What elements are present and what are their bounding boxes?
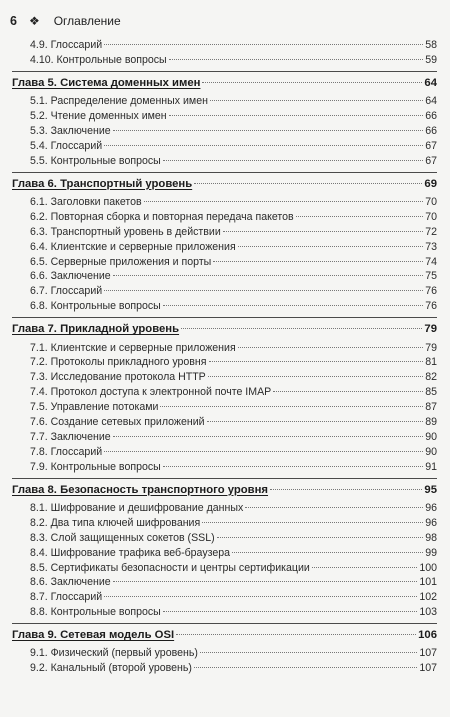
page-reference: 73: [425, 240, 437, 253]
toc-section-entry: [12, 385, 437, 400]
section-title: 6.1. Заголовки пакетов: [30, 196, 142, 209]
page-reference: 64: [424, 76, 437, 89]
section-title: 4.10. Контрольные вопросы: [30, 53, 167, 66]
page-reference: 76: [425, 300, 437, 313]
toc-section-entry: [12, 269, 437, 284]
page-reference: 70: [425, 210, 437, 223]
page-reference: 67: [425, 154, 437, 167]
page-reference: 79: [425, 341, 437, 354]
ornament-icon: ❖: [28, 14, 40, 28]
dot-leader: [160, 406, 423, 407]
page-header: [10, 14, 121, 28]
page-reference: 95: [424, 483, 437, 496]
dot-leader: [217, 537, 424, 538]
toc-section-entry: [12, 460, 437, 475]
toc-section-entry: [12, 355, 437, 370]
page-reference: 59: [425, 53, 437, 66]
toc-section-entry: [12, 370, 437, 385]
dot-leader: [296, 216, 424, 217]
page-reference: 98: [425, 531, 437, 544]
page-reference: 67: [425, 139, 437, 152]
dot-leader: [200, 652, 417, 653]
dot-leader: [163, 160, 423, 161]
toc-section-entry: [12, 415, 437, 430]
chapter-title: Глава 9. Сетевая модель OSI: [12, 629, 175, 642]
dot-leader: [232, 552, 423, 553]
toc-section-entry: [12, 139, 437, 154]
section-title: 9.2. Канальный (второй уровень): [30, 662, 192, 675]
dot-leader: [273, 391, 423, 392]
toc-chapter-entry: [12, 71, 437, 94]
page-reference: 66: [425, 110, 437, 123]
toc-section-entry: [12, 646, 437, 661]
dot-leader: [238, 347, 424, 348]
toc-chapter-entry: [12, 623, 437, 646]
section-title: 7.3. Исследование протокола HTTP: [30, 371, 206, 384]
toc-section-entry: [12, 53, 437, 68]
section-title: 6.3. Транспортный уровень в действии: [30, 225, 221, 238]
page-reference: 81: [425, 356, 437, 369]
page-reference: 89: [425, 415, 437, 428]
toc-chapter-entry: [12, 478, 437, 501]
page-reference: 100: [419, 561, 437, 574]
toc-section-entry: [12, 590, 437, 605]
page-reference: 58: [425, 39, 437, 51]
section-title: 8.8. Контрольные вопросы: [30, 606, 161, 619]
section-title: 8.7. Глоссарий: [30, 591, 103, 604]
dot-leader: [209, 361, 424, 362]
dot-leader: [245, 507, 423, 508]
chapter-title: Глава 7. Прикладной уровень: [12, 323, 180, 336]
section-title: 7.9. Контрольные вопросы: [30, 460, 161, 473]
section-title: 8.6. Заключение: [30, 576, 111, 589]
section-title: 7.5. Управление потоками: [30, 401, 159, 414]
dot-leader: [169, 59, 424, 60]
chapter-title: Глава 5. Система доменных имен: [12, 76, 201, 89]
toc-section-entry: [12, 661, 437, 676]
dot-leader: [163, 466, 423, 467]
section-title: 8.3. Слой защищенных сокетов (SSL): [30, 531, 215, 544]
dot-leader: [104, 596, 417, 597]
section-title: 8.5. Сертификаты безопасности и центры сертификации: [30, 561, 310, 574]
toc-section-entry: [12, 210, 437, 225]
toc-section-entry: [12, 516, 437, 531]
dot-leader: [104, 451, 423, 452]
dot-leader: [104, 145, 423, 146]
page-reference: 64: [425, 95, 437, 108]
toc-section-entry: [12, 124, 437, 139]
page-reference: 90: [425, 445, 437, 458]
toc-chapter-entry: [12, 172, 437, 195]
dot-leader: [238, 246, 424, 247]
toc-section-entry: [12, 561, 437, 576]
page-reference: 66: [425, 124, 437, 137]
section-title: 5.1. Распределение доменных имен: [30, 95, 208, 108]
dot-leader: [202, 522, 423, 523]
section-title: 6.5. Серверные приложения и порты: [30, 255, 212, 268]
section-title: 9.1. Физический (первый уровень): [30, 647, 198, 660]
toc-section-entry: [12, 195, 437, 210]
toc-section-entry: [12, 240, 437, 255]
dot-leader: [202, 82, 422, 83]
toc-section-entry: [12, 605, 437, 620]
section-title: 7.6. Создание сетевых приложений: [30, 415, 205, 428]
section-title: 5.4. Глоссарий: [30, 139, 103, 152]
section-title: 7.1. Клиентские и серверные приложения: [30, 341, 236, 354]
section-title: 4.9. Глоссарий: [30, 39, 103, 51]
page-reference: 99: [425, 546, 437, 559]
page-reference: 87: [425, 401, 437, 414]
dot-leader: [210, 100, 423, 101]
page-reference: 96: [425, 501, 437, 514]
dot-leader: [163, 305, 423, 306]
section-title: 6.7. Глоссарий: [30, 285, 103, 298]
page-reference: 107: [419, 647, 437, 660]
page-reference: 72: [425, 225, 437, 238]
dot-leader: [194, 183, 422, 184]
toc-section-entry: [12, 38, 437, 53]
section-title: 6.8. Контрольные вопросы: [30, 300, 161, 313]
section-title: 7.2. Протоколы прикладного уровня: [30, 356, 207, 369]
table-of-contents: [12, 38, 437, 676]
dot-leader: [176, 634, 416, 635]
toc-section-entry: [12, 430, 437, 445]
dot-leader: [207, 421, 424, 422]
page-reference: 82: [425, 371, 437, 384]
dot-leader: [113, 275, 424, 276]
page-reference: 74: [425, 255, 437, 268]
page-reference: 75: [425, 270, 437, 283]
section-title: 5.5. Контрольные вопросы: [30, 154, 161, 167]
dot-leader: [208, 376, 423, 377]
toc-section-entry: [12, 501, 437, 516]
dot-leader: [270, 489, 422, 490]
page-reference: 69: [424, 177, 437, 190]
page-reference: 101: [419, 576, 437, 589]
page-reference: 107: [419, 662, 437, 675]
dot-leader: [312, 567, 417, 568]
page-reference: 76: [425, 285, 437, 298]
dot-leader: [181, 328, 422, 329]
section-title: 7.8. Глоссарий: [30, 445, 103, 458]
toc-section-entry: [12, 445, 437, 460]
section-title: 7.4. Протокол доступа к электронной почте IMAP: [30, 386, 272, 399]
dot-leader: [144, 201, 424, 202]
page-reference: 96: [425, 516, 437, 529]
chapter-title: Глава 8. Безопасность транспортного уровня: [12, 483, 269, 496]
toc-section-entry: [12, 400, 437, 415]
section-title: 8.1. Шифрование и дешифрование данных: [30, 501, 244, 514]
section-title: 6.2. Повторная сборка и повторная передача пакетов: [30, 210, 294, 223]
dot-leader: [104, 44, 423, 45]
dot-leader: [169, 115, 424, 116]
dot-leader: [113, 436, 424, 437]
toc-section-entry: [12, 531, 437, 546]
section-title: 6.4. Клиентские и серверные приложения: [30, 240, 236, 253]
chapter-title: Глава 6. Транспортный уровень: [12, 177, 193, 190]
dot-leader: [104, 290, 423, 291]
toc-chapter-entry: [12, 317, 437, 340]
toc-section-entry: [12, 154, 437, 169]
toc-section-entry: [12, 575, 437, 590]
section-title: 5.3. Заключение: [30, 124, 111, 137]
toc-section-entry: [12, 341, 437, 356]
toc-section-entry: [12, 109, 437, 124]
page-reference: 102: [419, 591, 437, 604]
section-title: 8.4. Шифрование трафика веб-браузера: [30, 546, 231, 559]
toc-section-entry: [12, 225, 437, 240]
page-reference: 79: [424, 323, 437, 336]
page-reference: 103: [419, 606, 437, 619]
toc-section-entry: [12, 255, 437, 270]
toc-section-entry: [12, 94, 437, 109]
section-title: 6.6. Заключение: [30, 270, 111, 283]
toc-section-entry: [12, 546, 437, 561]
section-title: 7.7. Заключение: [30, 430, 111, 443]
page-number: 6: [10, 14, 17, 28]
dot-leader: [194, 667, 417, 668]
section-title: 5.2. Чтение доменных имен: [30, 110, 167, 123]
toc-section-entry: [12, 299, 437, 314]
toc-section-entry: [12, 284, 437, 299]
page-reference: 106: [418, 629, 437, 642]
dot-leader: [113, 130, 424, 131]
dot-leader: [213, 261, 423, 262]
dot-leader: [163, 611, 418, 612]
page-reference: 70: [425, 196, 437, 209]
dot-leader: [223, 231, 423, 232]
section-title: 8.2. Два типа ключей шифрования: [30, 516, 201, 529]
running-title: Оглавление: [53, 14, 121, 28]
page-reference: 90: [425, 430, 437, 443]
dot-leader: [113, 581, 418, 582]
page-reference: 85: [425, 386, 437, 399]
page-reference: 91: [425, 460, 437, 473]
